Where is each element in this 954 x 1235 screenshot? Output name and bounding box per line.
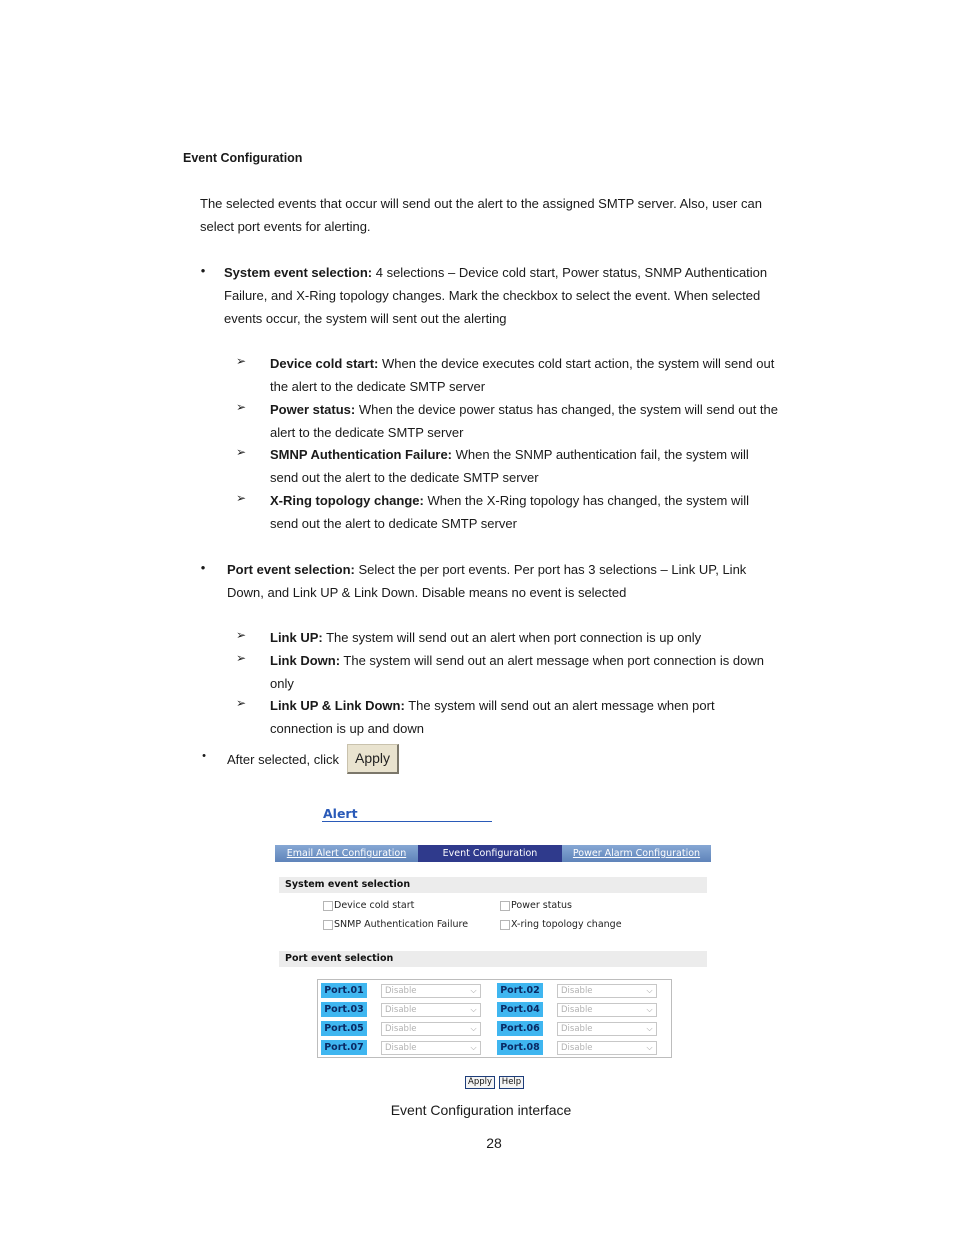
- alert-title: Alert: [323, 806, 358, 821]
- port-event-table: [317, 979, 672, 1058]
- port-event-select[interactable]: [557, 1041, 657, 1055]
- after-selected-text: After selected, click: [227, 752, 339, 767]
- bullet-icon: •: [202, 750, 206, 762]
- select-value: Disable: [385, 1005, 417, 1015]
- item-text: only: [270, 676, 294, 691]
- system-item: [270, 352, 795, 398]
- page-number: 28: [486, 1135, 502, 1151]
- arrow-bullet-icon: ➢: [236, 696, 247, 710]
- select-value: Disable: [561, 1024, 593, 1034]
- apply-button-image: Apply: [347, 744, 399, 774]
- system-event-bullet: [224, 261, 799, 330]
- chevron-down-icon: ⌵: [470, 986, 477, 995]
- port-event-select[interactable]: [381, 1003, 481, 1017]
- port-item: [270, 626, 795, 649]
- snmp-auth-failure-checkbox[interactable]: [323, 920, 333, 930]
- item-text: When the SNMP authentication fail, the system will: [452, 447, 749, 462]
- select-value: Disable: [561, 986, 593, 996]
- xring-topology-label: X-ring topology change: [511, 919, 622, 930]
- bullet-term: System event selection:: [224, 265, 373, 280]
- item-term: Link Down:: [270, 653, 341, 668]
- port-item: [270, 694, 795, 740]
- intro-paragraph: The selected events that occur will send out the alert to the assigned SMTP server. Also, user can select port events for alerting.: [200, 196, 762, 234]
- tab-email-alert[interactable]: Email Alert Configuration: [275, 845, 418, 862]
- device-cold-start-label: Device cold start: [334, 900, 415, 911]
- item-text: When the X-Ring topology has changed, the system will: [423, 493, 749, 508]
- item-text: When the device executes cold start action, the system will send out: [378, 356, 775, 371]
- item-text: the alert to the dedicate SMTP server: [270, 379, 486, 394]
- tab-power-alarm[interactable]: Power Alarm Configuration: [562, 845, 711, 862]
- port-event-bullet: [227, 558, 797, 604]
- chevron-down-icon: ⌵: [646, 1024, 653, 1033]
- bullet-text: Failure, and X-Ring topology changes. Mark the checkbox to select the event. When selected: [224, 288, 761, 303]
- power-status-label: Power status: [511, 900, 572, 911]
- port-event-select[interactable]: [557, 984, 657, 998]
- item-text: The system will send out an alert message when port connection is down: [340, 653, 764, 668]
- chevron-down-icon: ⌵: [646, 1043, 653, 1052]
- arrow-bullet-icon: ➢: [236, 400, 247, 414]
- bullet-text: Down, and Link UP & Link Down. Disable means no event is selected: [227, 585, 627, 600]
- bullet-text: events occur, the system will sent out the alerting: [224, 311, 507, 326]
- tab-event-configuration[interactable]: Event Configuration: [418, 845, 562, 862]
- system-item: [270, 398, 795, 444]
- port-label: Port.03: [321, 1002, 367, 1017]
- system-item: [270, 489, 795, 535]
- chevron-down-icon: ⌵: [646, 986, 653, 995]
- arrow-bullet-icon: ➢: [236, 651, 247, 665]
- bullet-icon: •: [200, 560, 206, 575]
- item-text: When the device power status has changed, the system will send out the: [355, 402, 778, 417]
- item-text: connection is up and down: [270, 721, 424, 736]
- select-value: Disable: [385, 1043, 417, 1053]
- chevron-down-icon: ⌵: [470, 1024, 477, 1033]
- item-term: Power status:: [270, 402, 356, 417]
- select-value: Disable: [385, 1024, 417, 1034]
- port-event-select[interactable]: [381, 984, 481, 998]
- item-text: The system will send out an alert message when port: [404, 698, 715, 713]
- system-item: [270, 443, 795, 489]
- select-value: Disable: [385, 986, 417, 996]
- arrow-bullet-icon: ➢: [236, 445, 247, 459]
- select-value: Disable: [561, 1043, 593, 1053]
- item-term: Link UP & Link Down:: [270, 698, 405, 713]
- port-label: Port.02: [497, 983, 543, 998]
- port-event-section: Port event selection: [279, 951, 707, 967]
- arrow-bullet-icon: ➢: [236, 628, 247, 642]
- item-text: send out the alert to dedicate SMTP server: [270, 516, 517, 531]
- port-label: Port.07: [321, 1040, 367, 1055]
- item-term: Device cold start:: [270, 356, 379, 371]
- port-label: Port.04: [497, 1002, 543, 1017]
- system-event-section: System event selection: [279, 877, 707, 893]
- chevron-down-icon: ⌵: [646, 1005, 653, 1014]
- bullet-icon: •: [200, 263, 206, 278]
- section-heading: Event Configuration: [183, 151, 303, 165]
- apply-button[interactable]: Apply: [465, 1076, 495, 1089]
- arrow-bullet-icon: ➢: [236, 491, 247, 505]
- port-event-select[interactable]: [557, 1003, 657, 1017]
- bullet-term: Port event selection:: [227, 562, 355, 577]
- port-label: Port.08: [497, 1040, 543, 1055]
- bullet-text: Select the per port events. Per port has 3 selections – Link UP, Link: [354, 562, 747, 577]
- chevron-down-icon: ⌵: [470, 1043, 477, 1052]
- bullet-text: 4 selections – Device cold start, Power status, SNMP Authentication: [372, 265, 768, 280]
- item-term: X-Ring topology change:: [270, 493, 424, 508]
- port-label: Port.05: [321, 1021, 367, 1036]
- figure-caption: Event Configuration interface: [390, 1102, 572, 1118]
- tab-bar: [275, 845, 711, 862]
- port-item: [270, 649, 795, 695]
- item-text: The system will send out an alert when port connection is up only: [322, 630, 702, 645]
- device-cold-start-checkbox[interactable]: [323, 901, 333, 911]
- port-label: Port.01: [321, 983, 367, 998]
- port-event-select[interactable]: [557, 1022, 657, 1036]
- chevron-down-icon: ⌵: [470, 1005, 477, 1014]
- help-button[interactable]: Help: [499, 1076, 524, 1089]
- select-value: Disable: [561, 1005, 593, 1015]
- item-term: Link UP:: [270, 630, 323, 645]
- port-label: Port.06: [497, 1021, 543, 1036]
- item-text: send out the alert to the dedicate SMTP server: [270, 470, 539, 485]
- port-event-select[interactable]: [381, 1041, 481, 1055]
- arrow-bullet-icon: ➢: [236, 354, 247, 368]
- xring-topology-checkbox[interactable]: [500, 920, 510, 930]
- port-event-select[interactable]: [381, 1022, 481, 1036]
- item-text: alert to the dedicate SMTP server: [270, 425, 464, 440]
- item-term: SMNP Authentication Failure:: [270, 447, 453, 462]
- title-underline: [322, 821, 492, 822]
- power-status-checkbox[interactable]: [500, 901, 510, 911]
- snmp-auth-failure-label: SNMP Authentication Failure: [334, 919, 469, 930]
